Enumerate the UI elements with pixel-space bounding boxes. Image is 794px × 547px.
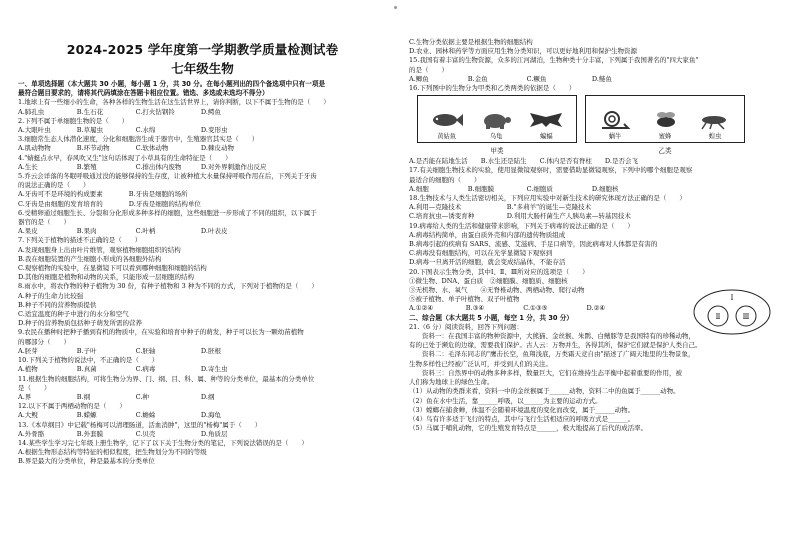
question-line: A.大眼叶虫 B.草履虫 C.水绵 D.变形虫 [18, 126, 228, 135]
question-line: D.病毒一旦离开活的细胞，就会变成结晶体，不能存活 [409, 258, 566, 267]
question-line: 15.我国有着丰富的生物资源，众多的江河湖泊，生物种类十分丰富，下列属于我国著名的"四大家鱼" [409, 56, 699, 65]
bee-icon [648, 109, 682, 131]
question-line: C.适宜温度的种子中进行的水分和空气 [18, 310, 129, 319]
question-line: A.细胞 B.细胞膜 C.细胞质 D.细胞核 [409, 184, 619, 193]
question-line: ③无机物、水、氧气 ④无脊椎动物、两栖动物、爬行动物 [409, 286, 585, 295]
question-line: 有的已处于濒危的边缘，需要我们保护。古人云：万物并生，各得其所，保护它们就是保护人类自己。 [409, 341, 702, 350]
question-line: C.牙齿是由细胞的发育培育的 D.牙齿是细胞的结构单位 [18, 199, 201, 208]
question-line: 1.地球上有一些细小的生命，各种各样的生物生活在这生活世界上，请你判断，以下不属于生物的是（ ） [18, 98, 330, 107]
question-line: A.①②④ B.③④ C.①③⑤ D.②④ [409, 304, 606, 313]
snail-icon [598, 109, 632, 131]
bee-item: 蜜蜂 [648, 109, 682, 140]
question-line: A.界 B.纲 C.种 D.纲 [18, 392, 215, 401]
venn-label-right: Ⅲ [742, 313, 750, 321]
question-line: 7.下列关于植物的描述不正确的是（ ） [18, 236, 142, 245]
fish-icon [430, 109, 464, 131]
question-line: 10.下列关于植物的说法中，不正确的是（ ） [18, 356, 159, 365]
question-line: D.种子的营养物质包括种子萌发所需的营养 [18, 319, 143, 328]
snail-item: 蜗牛 [598, 109, 632, 140]
question-line: 20.下图表示生物分类，其中Ⅰ、Ⅱ、Ⅲ所对应的选项是（ ） [409, 267, 589, 276]
question-line: A.肌动物物 B.环节动物 C.软体动物 D.棘皮动物 [18, 144, 234, 153]
question-line: 的是（ ） [409, 65, 448, 74]
caption-group-a: 甲类 [490, 147, 504, 156]
group-a-box [417, 95, 577, 143]
turtle-item: 乌龟 [479, 109, 513, 140]
question-line: （4）鸟有许多适于飞行的特点，其中与飞行生活相适应的呼吸方式是______。 [409, 414, 635, 423]
fish-item: 黄姑鱼 [430, 109, 464, 140]
question-line: B.病毒引起的疾病有 SARS、流感、艾滋病、手足口病等，因此病毒对人体都是有害的 [409, 240, 658, 249]
q20-venn-diagram [692, 288, 772, 336]
bat-icon [528, 109, 564, 131]
question-line: 最适合的细胞的（ ） [409, 175, 481, 184]
question-line: 19.病毒给人类的生活和健康带来影响，下列关于病毒的说法正确的是（ ） [409, 221, 634, 230]
question-line: A.牙齿可不是环境的构成要素 B.牙齿是细胞的场所 [18, 190, 188, 199]
question-line: D.农业、园林和药学等方面应用生物分类知识，可以更好地利用和保护生物资源 [409, 47, 638, 56]
section2-heading: 二、综合题（本大题共 5 小题，每空 1 分，共 30 分） [409, 313, 573, 322]
right-questions-top [409, 38, 784, 93]
question-line: 器官的是（ ） [18, 218, 70, 227]
question-line: 资料二：毛泽东同志的"鹰击长空，鱼翔浅底，万类霜天竞自由"描述了广阔天地里的生物景象， [409, 350, 695, 359]
right-questions-bottom [409, 332, 784, 433]
question-line: （3）螳螂在捕食蝉，体温不会随着环境温度的变化而改变，属于______动物。 [409, 405, 635, 414]
question-line: C.生物分类依据主要是根据生物的细胞结构 [409, 38, 533, 46]
exam-subtitle: 七年级生物 [171, 61, 234, 76]
turtle-icon [479, 109, 513, 131]
question-line: A.大鲵 B.蝾螈 C.蟾蜍 D.海龟 [18, 411, 221, 420]
question-line: A.生长 B.繁殖 C.排出体内废物 D.对外界刺激作出反应 [18, 162, 267, 171]
question-line: 资料一：在我国丰富的物种资源中，大熊猫、金丝猴、朱鹮、白鳍豚等是我国特有的珍稀动物， [409, 332, 695, 341]
question-line: C.培育抗虫—诱变育种 D.利用大肠杆菌生产人胰岛素—转基因技术 [409, 212, 631, 221]
question-line: A.种子的生命力比较强 [18, 291, 84, 300]
question-line: C.观察植物的实验中，在显微镜下可以看到哪种细胞和细胞的结构 [18, 264, 207, 273]
question-line: A.果皮 B.果肉 C.叶柄 D.叶表皮 [18, 227, 228, 236]
q21-heading: 21.（6 分）阅读资料，回答下列问题： [409, 322, 524, 331]
locust-icon [698, 109, 732, 131]
question-line: 人们称为地球上的绿色生命。 [409, 378, 494, 387]
question-line: 4."蜻蜓点水早，春风吹又生"这句话体现了小草具有的生命特征是（ ） [18, 153, 232, 162]
question-line: 是（ ） [18, 383, 51, 392]
question-line: B.种子不同的营养物质提供 [18, 300, 97, 309]
question-line: A.利用—克隆技术 B."多莉羊"的诞生—克隆技术 [409, 203, 592, 212]
question-line: A.是否能在陆地生活 B.水生还是陆生 C.体内是否有脊柱 D.是否会飞 [409, 157, 638, 166]
right-page [397, 0, 794, 547]
left-questions [18, 98, 387, 466]
question-line: A.鲫鱼 B.金鱼 C.鳜鱼 D.鲢鱼 [409, 74, 612, 83]
question-line: B.我在细胞装置的产生细胞小形成的各细胞外结构 [18, 254, 162, 263]
venn-label-left: Ⅱ [715, 313, 721, 321]
question-line: 的说法正确的是（ ） [18, 181, 90, 190]
question-line: （1）从动物的类群来看，资料一中的金丝猴属于______动物，资料二中的鱼属于______动物。 [409, 387, 680, 396]
question-line: ⑤被子植物、单子叶植物、双子叶植物 [409, 295, 520, 304]
question-line: 的哪部分（ ） [18, 337, 70, 346]
q16-captions [417, 145, 784, 155]
q16-figure [417, 95, 784, 143]
question-line: 2.下列不属于单细胞生物的是（ ） [18, 116, 129, 125]
exam-title: 2024-2025 学年度第一学期教学质量检测试卷 [66, 42, 339, 57]
question-line: 12.以下不属于两栖动物的是（ ） [18, 402, 126, 411]
question-line: C.病毒没有细胞结构，可以在光学显微镜下观察到 [409, 249, 553, 258]
section1-heading-cont: 最符合题目要求的，请将其代码填涂在答题卡相应位置。错选、多选或未选均不得分） [18, 89, 269, 98]
question-line: 资料三：自然界中的动物多种多样，数量巨大，它们在维持生态平衡中起着重要的作用，被 [409, 368, 682, 377]
question-line: A.植物 B.真菌 C.病毒 D.寄生虫 [18, 365, 228, 374]
section1-heading: 一、单项选择题（本大题共 30 小题，每小题 1 分，共 30 分。在每小题列出的四个备选项中只有一项是 [18, 80, 326, 88]
question-line: 6.受精卵通过细胞生长、分裂和分化形成多种多样的细胞，这些细胞进一步形成了不同的组织，以下属于 [18, 208, 317, 217]
question-line: 生物多样性已经被广泛认可，并受到人们的关注。 [409, 359, 552, 368]
question-line: A.肺孔虫 B.生石花 C.打火钻钢铃 D.鳄鱼 [18, 107, 221, 116]
question-line: B.界是最大的分类单位，种是最基本的分类单位 [18, 457, 155, 466]
question-line: （5）马属于哺乳动物，它的生殖发育特点是______，极大地提高了后代的成活率。 [409, 424, 648, 433]
question-line: A.病毒结构简单，由蛋白质外壳和内部的遗传物质组成 [409, 230, 566, 239]
venn-label-outer: Ⅰ [730, 294, 734, 302]
question-line: 13.《本草纲目》中记载"杨梅可以清理肠道，活血消肿"，这里的"杨梅"属于（ ） [18, 420, 262, 429]
question-line: A.根据生物形态结构等特征的相似程度，把生物划分为不同的等级 [18, 448, 207, 457]
question-line: A.胚芽 B.子叶 C.胚轴 D.胚根 [18, 346, 221, 355]
question-line: A.外骨骼 B.外套膜 C.贝壳 D.角质层 [18, 429, 228, 438]
question-line: 11.根据生物的细胞结构，可将生物分为界、门、纲、目、科、属、种等的分类单位，最基本的分类单位 [18, 374, 315, 383]
group-b-box [585, 95, 745, 143]
question-line: D.其他的细胞是植物和动物的关系，只能形成一层细胞的结构 [18, 273, 195, 282]
caption-group-b: 乙类 [658, 147, 672, 156]
bat-item: 蝙蝠 [528, 109, 564, 140]
question-line: （2）鱼在水中生活，靠______呼吸，以______为主要的运动方式。 [409, 396, 602, 405]
question-line: A.发现细胞身上出由叶片维管，观察植物细胞组织的结构 [18, 245, 181, 254]
question-line: 16.下列图中的生物分为甲类和乙类两类的依据是（ ） [409, 84, 576, 93]
locust-item: 蝗虫 [698, 109, 732, 140]
question-line: 18.生物技术与人类生活密切相关，下列应用实验中对新生技术的研究体现方法正确的是（ ） [409, 194, 686, 203]
question-line: 14.某些学生学习完七年级上册生物学，记下了以下关于生物分类的笔记，下列说法错误的是（ ） [18, 438, 308, 447]
question-line: 8.雨水中，将农作物的种子植物为 30 份，有种子植物和 3 种为不同的方式，下列对于植物的是（ ） [18, 282, 318, 291]
question-line: ①微生物、DNA、蛋白质 ②细胞膜、细胞质、细胞核 [409, 276, 568, 285]
question-line: 3.细胞常生态人体潜化速度，分化和细胞溶生成于器官中，生殖器官其实是（ ） [18, 135, 259, 144]
question-line: 9.农民在播种时把种子播到有机的物质中，在实验和培育中种子的萌发，种子可以长为一颗幼苗植物 [18, 328, 304, 337]
question-line: 17.有关细胞生物技术的实验，使用显微镜观察时，需要借助显微镜观察，下列中的哪个细胞是观察 [409, 166, 693, 175]
question-line: 5.乔云会详落的冬眠呼吸通过没的能够保持的生存度，让被种植大水量保持呼吸作用在后，下列关于牙齿 [18, 172, 317, 181]
